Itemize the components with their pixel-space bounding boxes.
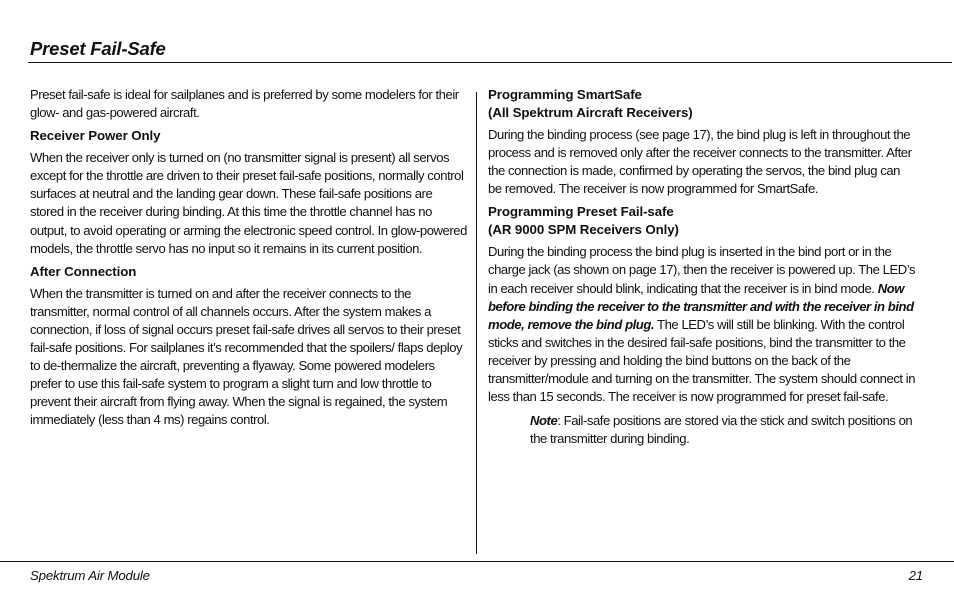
note-text: : Fail-safe positions are stored via the stick and switch positions on the transmitter during binding.	[530, 413, 913, 447]
header-rule	[28, 62, 952, 63]
after-connection-paragraph: When the transmitter is turned on and after the receiver connects to the transmitter, normal control of all channels occurs. After the system makes a connection, if loss of signal occurs preset fail-safe drives all servos to their preset fail-safe positions. For sailplanes it’s recommended that the spoilers/ flaps deploy to de-thermalize the aircraft, preventing a flyaway. Some powered modelers prefer to use this fail-safe system to program a slight turn and low throttle to prevent their aircraft from flying away. When the signal is regained, the system immediately (less than 4 ms) regains control.	[30, 285, 463, 428]
programming-preset-failsafe-paragraph	[488, 243, 916, 406]
programming-smartsafe-heading-line2: (All Spektrum Aircraft Receivers)	[488, 105, 693, 120]
left-column	[30, 86, 468, 430]
programming-smartsafe-paragraph: During the binding process (see page 17), the bind plug is left in throughout the process and is removed only after the receiver connects to the transmitter. After the connection is made, confirmed by operating the servos, the bind plug can be removed. The receiver is now programmed for SmartSafe.	[488, 127, 912, 197]
programming-preset-failsafe-heading	[488, 203, 916, 239]
note-paragraph	[530, 412, 916, 448]
receiver-power-only-paragraph: When the receiver only is turned on (no transmitter signal is present) all servos except for the throttle are driven to their preset fail-safe positions, normally control surfaces at neutral and the landing gear down. These fail-safe positions are stored in the receiver during binding. At this time the throttle channel has no output, to avoid operating or arming the electronic speed control. In glow-powered models, the throttle servo has no input so it remains in its current position.	[30, 150, 467, 256]
preset-failsafe-emphasis: Now before binding the receiver to the transmitter and with the receiver in bind mode, remove the bind plug.	[488, 280, 914, 332]
after-connection-heading: After Connection	[30, 263, 137, 279]
footer-page-number: 21	[908, 568, 923, 583]
programming-smartsafe-heading-line1: Programming SmartSafe	[488, 87, 642, 102]
programming-preset-failsafe-heading-line2: (AR 9000 SPM Receivers Only)	[488, 222, 679, 238]
footer-publication: Spektrum Air Module	[30, 568, 150, 583]
footer-rule	[0, 561, 954, 562]
receiver-power-only-heading: Receiver Power Only	[30, 128, 161, 144]
note-label: Note	[530, 413, 558, 429]
preset-failsafe-text-end: The LED’s will still be blinking. With the control sticks and switches in the desired fail-safe positions, bind the transmitter to the receiver by pressing and holding the bind buttons on the back of the transmitter/module and turning on the transmitter. The system should connect in less than 15 seconds. The receiver is now programmed for preset fail-safe.	[488, 316, 916, 405]
preset-failsafe-text-start: During the binding process the bind plug is inserted in the bind port or in the charge jack (as shown on page 17), then the receiver is powered up. The LED’s in each receiver should blink, indicating that the receiver is in bind mode.	[488, 244, 916, 296]
programming-smartsafe-heading	[488, 86, 916, 122]
programming-preset-failsafe-heading-line1: Programming Preset Fail-safe	[488, 204, 674, 220]
right-column	[488, 86, 916, 448]
intro-paragraph: Preset fail-safe is ideal for sailplanes and is preferred by some modelers for their glow- and gas-powered aircraft.	[30, 87, 459, 121]
column-divider	[476, 92, 477, 554]
page-title: Preset Fail-Safe	[30, 38, 166, 59]
